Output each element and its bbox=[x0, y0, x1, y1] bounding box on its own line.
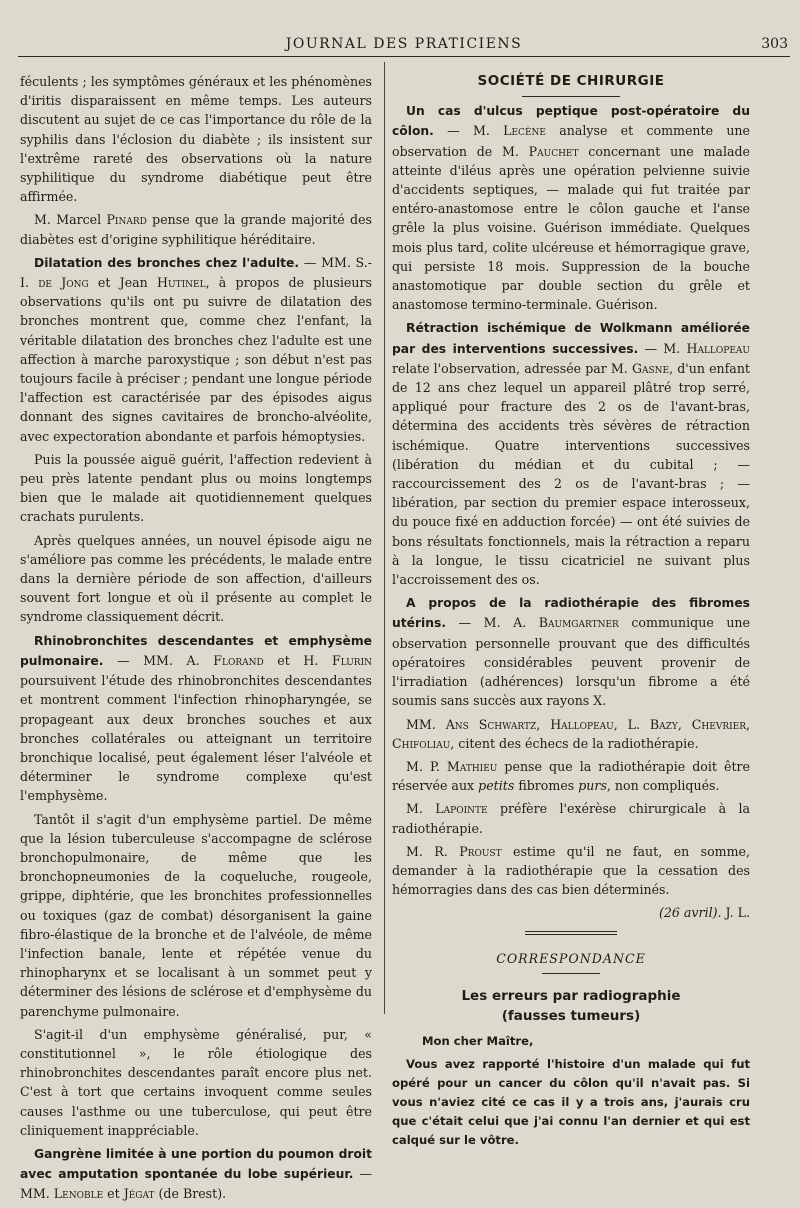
paragraph-poussee: Puis la poussée aiguë guérit, l'affection redevient à peu près latente pendant plus ou moins longtemps bien que le malade ait quotidiennement quelques crachats purulents. bbox=[20, 451, 372, 525]
author-name: Lapointe bbox=[435, 801, 488, 817]
author-name: Gasne bbox=[631, 360, 670, 376]
running-header bbox=[18, 30, 790, 57]
author-name: Proust bbox=[459, 843, 502, 859]
article-ulcus: Un cas d'ulcus peptique post-opératoire du côlon. — M. Lecène analyse et commente une observation de M. Pauchet concernant une malade atteinte d'iléus après une opération pelvienne suivie d'accidents septiques, — malade qui fut traitée par entéro-anastomose entre le côlon gauche et l'anse grêle la plus voisine. Guérison immédiate. Quelques mois plus tard, colite ulcéreuse et hémorragique grave, qui persiste 18 mois. Suppression de la bouche anastomotique par double section du grêle et anastomose termino-terminale. Guérison. bbox=[392, 104, 750, 313]
author-name: Jégat bbox=[123, 1186, 155, 1202]
article-title: A propos de la radiothérapie des fibromes utérins. bbox=[392, 596, 750, 631]
article-title: Rhinobronchites descendantes et emphysème pulmonaire. bbox=[20, 633, 372, 668]
paragraph-annees: Après quelques années, un nouvel épisode aigu ne s'améliore pas comme les précédents, le malade entre dans la dernière période de son affection, d'ailleurs souvent fort longue et où il présente au complet le syndrome classiquement décrit. bbox=[20, 532, 372, 625]
author-name: Flurin bbox=[332, 652, 373, 668]
author-name: Hutinel bbox=[157, 275, 206, 291]
paragraph-echecs: MM. Ans Schwartz, Hallopeau, L. Bazy, Chevrier, Chifoliau, citent des échecs de la radiothérapie. bbox=[392, 716, 750, 751]
author-name: de Jong bbox=[38, 275, 89, 291]
right-column bbox=[392, 72, 750, 1154]
article-radiotherapie: A propos de la radiothérapie des fibromes utérins. — M. A. Baumgartner communique une observation personnelle prouvant que des difficultés opératoires considérables peuvent provenir de l'irradiation (adhérences) lorsqu'un fibrome a été soumis sans succès aux rayons X. bbox=[392, 596, 750, 709]
author-name: Florand bbox=[213, 652, 264, 668]
paragraph-mathieu: M. P. Mathieu pense que la radiothérapie doit être réservée aux petits fibromes purs, non compliqués. bbox=[392, 758, 750, 794]
author-name: Lenoble bbox=[53, 1186, 104, 1202]
author-name: Lecène bbox=[503, 123, 546, 139]
author-name: Pinard bbox=[106, 212, 147, 228]
author-name: Mathieu bbox=[446, 758, 498, 774]
article-title: Gangrène limitée à une portion du poumon droit avec amputation spontanée du lobe supérieur. bbox=[20, 1146, 372, 1182]
article-gangrene: Gangrène limitée à une portion du poumon droit avec amputation spontanée du lobe supérieur. — MM. Lenoble et Jégat (de Brest). bbox=[20, 1146, 372, 1202]
article-title: Dilatation des bronches chez l'adulte. bbox=[34, 255, 300, 270]
column-divider bbox=[384, 62, 385, 1014]
author-name: Pauchet bbox=[528, 143, 579, 159]
journal-title: JOURNAL DES PRATICIENS bbox=[285, 36, 523, 52]
signature: (26 avril). J. L. bbox=[658, 905, 750, 921]
letter-body: Vous avez rapporté l'histoire d'un malade qui fut opéré pour un cancer du côlon qu'il n'avait pas. Si vous n'aviez cité ce cas il y a trois ans, j'aurais cru que c'était celui que j'ai connu l'an dernier et qui est calqué sur le vôtre. bbox=[392, 1056, 750, 1147]
author-name: Hallopeau bbox=[686, 340, 750, 356]
article-title: Un cas d'ulcus peptique post-opératoire du côlon. bbox=[392, 104, 750, 139]
paragraph-diabetes-end: féculents ; les symptômes généraux et les phénomènes d'iritis disparaissent en même temps. Les auteurs discutent au sujet de ce cas l'importance du rôle de la syphilis dans l'éclosion du diabète ; ils insistent sur l'extrême rareté des observations où la nature syphilitique du syndrome diabétique peut être affirmée. bbox=[20, 74, 372, 205]
paragraph-emphyseme-generalise: S'agit-il d'un emphysème généralisé, pur, « constitutionnel », le rôle étiologique des rhinobronchites descendantes paraît encore plus net. C'est à tort que certains invoquent comme seules causes l'asthme ou une tuberculose, qui peut être cliniquement inappréciable. bbox=[20, 1026, 372, 1138]
article-rhinobronchites: Rhinobronchites descendantes et emphysème pulmonaire. — MM. A. Florand et H. Flurin poursuivent l'étude des rhinobronchites descendantes et montrent comment l'infection rhinopharyngée, se propageant aux deux bronches souches et aux bronches collatérales ou atteignant un territoire bronchique localisé, peut également léser l'alvéole et déterminer le syndrome complexe qu'est l'emphysème. bbox=[20, 633, 373, 804]
article-wolkmann: Rétraction ischémique de Wolkmann améliorée par des interventions successives. — M. Hallopeau relate l'observation, adressée par M. Gasne, d'un enfant de 12 ans chez lequel un appareil plâtré trop serré, appliqué pour fracture des 2 os de l'avant-bras, détermina des accidents très sévères de rétraction ischémique. Quatre interventions successives (libération du médian et du cubital ; — raccourcissement des 2 os de l'avant-bras ; — libération, par section du premier espace interosseux, du pouce fixé en adduction forcée) — ont été suivies de bons résultats fonctionnels, mais la rétraction a reparu à la longue, le tissu cicatriciel ne suivant plus l'accroissement des os. bbox=[392, 321, 750, 588]
paragraph-lapointe: M. Lapointe préfère l'exérèse chirurgicale à la radiothérapie. bbox=[392, 801, 751, 836]
separator-rule bbox=[525, 931, 617, 935]
letter-title: Les erreurs par radiographie (fausses tumeurs) bbox=[461, 987, 681, 1024]
article-title: Rétraction ischémique de Wolkmann améliorée par des interventions successives. bbox=[392, 321, 750, 356]
page-number: 303 bbox=[761, 36, 788, 52]
paragraph-pinard: M. Marcel Pinard pense que la grande majorité des diabètes est d'origine syphilitique héréditaire. bbox=[20, 212, 372, 247]
article-dilatation-bronches: Dilatation des bronches chez l'adulte. — MM. S.-I. de Jong et Jean Hutinel, à propos de plusieurs observations qu'ils ont pu suivre de dilatation des bronches montrent que, comme chez l'enfant, la véritable dilatation des bronches chez l'adulte est une affection à marche paroxystique ; son début n'est pas toujours facile à préciser ; pendant une longue période l'affection est caractérisée par des épisodes aigus donnant des signes cavitaires de broncho-alvéolite, avec expectoration abondante et parfois hémoptysies. bbox=[20, 254, 372, 444]
author-names: Ans Schwartz, Hallopeau, L. Bazy, Chevrier, Chifoliau bbox=[392, 716, 750, 751]
correspondance-heading: CORRESPONDANCE bbox=[392, 949, 750, 974]
author-name: Baumgartner bbox=[538, 615, 619, 631]
left-column bbox=[20, 72, 372, 1208]
section-heading: SOCIÉTÉ DE CHIRURGIE bbox=[392, 72, 750, 97]
paragraph-proust: M. R. Proust estime qu'il ne faut, en somme, demander à la radiothérapie que la cessation des hémorragies dans des cas bien déterminés. bbox=[392, 843, 750, 898]
letter-salutation: Mon cher Maître, bbox=[422, 1033, 534, 1048]
paragraph-emphyseme-partiel: Tantôt il s'agit d'un emphysème partiel. De même que la lésion tuberculeuse s'accompagne de sclérose bronchopulmonaire, de même que les bronchopneumonies de la coqueluche, rougeole, grippe, diphtérie, que les bronchites professionnelles ou toxiques (gaz de combat) désorganisent la gaine fibro-élastique de la bronche et de l'alvéole, de même l'infection banale, lente et répétée venue du rhinopharynx et se localisant à un sommet peut y déterminer des lésions de sclérose et d'emphysème du parenchyme pulmonaire. bbox=[20, 811, 372, 1019]
